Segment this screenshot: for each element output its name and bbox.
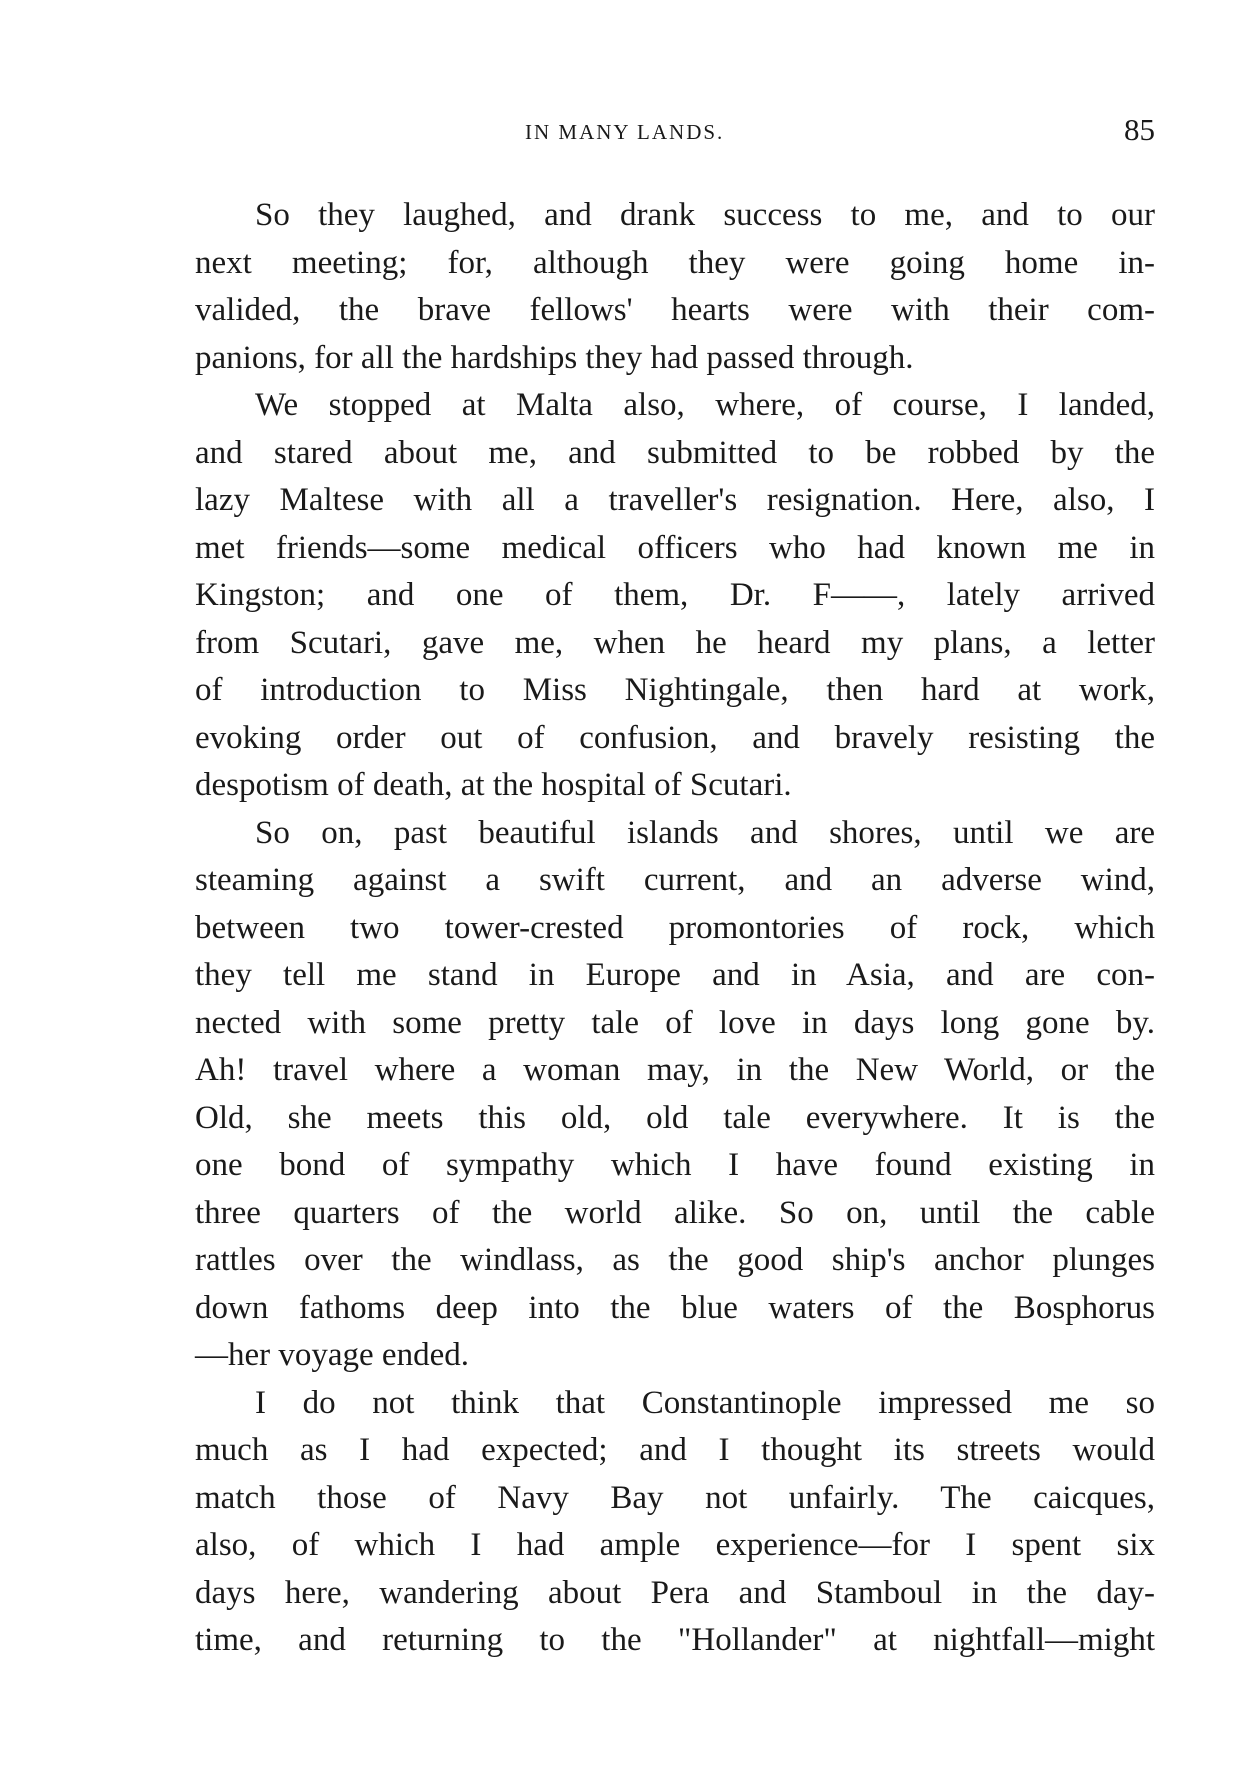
text-line: they tell me stand in Europe and in Asia, and are con- bbox=[195, 957, 1155, 993]
text-line: Old, she meets this old, old tale everywhere. It is the bbox=[195, 1099, 1155, 1136]
text-line: despotism of death, at the hospital of Scutari. bbox=[195, 767, 792, 803]
text-line: So on, past beautiful islands and shores, until we are bbox=[255, 814, 1155, 851]
text-line: and stared about me, and submitted to be robbed by the bbox=[195, 434, 1155, 471]
text-line: I do not think that Constantinople impressed me so bbox=[255, 1384, 1155, 1421]
text-line: —her voyage ended. bbox=[195, 1337, 469, 1373]
paragraph bbox=[195, 382, 1155, 810]
running-title: IN MANY LANDS. bbox=[525, 120, 725, 144]
text-line: Kingston; and one of them, Dr. F——, lately arrived bbox=[195, 577, 1155, 613]
text-line: time, and returning to the "Hollander" at nightfall—might bbox=[195, 1622, 1155, 1658]
body-text bbox=[195, 192, 1155, 1665]
text-line: days here, wandering about Pera and Stamboul in the day- bbox=[195, 1574, 1155, 1611]
text-line: also, of which I had ample experience—for I spent six bbox=[195, 1527, 1155, 1563]
paragraph bbox=[195, 192, 1155, 382]
text-line: three quarters of the world alike. So on, until the cable bbox=[195, 1194, 1155, 1231]
text-line: match those of Navy Bay not unfairly. The caicques, bbox=[195, 1479, 1155, 1516]
page-number: 85 bbox=[1124, 112, 1155, 147]
text-line: nected with some pretty tale of love in days long gone by. bbox=[195, 1004, 1155, 1041]
text-line: next meeting; for, although they were going home in- bbox=[195, 244, 1155, 281]
text-line: down fathoms deep into the blue waters of the Bosphorus bbox=[195, 1289, 1155, 1326]
running-head bbox=[195, 112, 1155, 152]
text-line: rattles over the windlass, as the good ship's anchor plunges bbox=[195, 1242, 1155, 1278]
text-line: We stopped at Malta also, where, of course, I landed, bbox=[255, 387, 1155, 423]
text-line: from Scutari, gave me, when he heard my plans, a letter bbox=[195, 624, 1155, 661]
text-line: much as I had expected; and I thought its streets would bbox=[195, 1432, 1155, 1468]
text-line: So they laughed, and drank success to me, and to our bbox=[255, 197, 1155, 233]
paragraph bbox=[195, 1380, 1155, 1665]
text-line: steaming against a swift current, and an adverse wind, bbox=[195, 862, 1155, 898]
text-line: Ah! travel where a woman may, in the New World, or the bbox=[195, 1052, 1155, 1088]
text-line: met friends—some medical officers who had known me in bbox=[195, 529, 1155, 566]
text-line: one bond of sympathy which I have found existing in bbox=[195, 1147, 1155, 1183]
text-line: of introduction to Miss Nightingale, then hard at work, bbox=[195, 672, 1155, 708]
paragraph bbox=[195, 810, 1155, 1380]
text-line: evoking order out of confusion, and bravely resisting the bbox=[195, 719, 1155, 756]
text-line: lazy Maltese with all a traveller's resignation. Here, also, I bbox=[195, 482, 1155, 518]
text-line: valided, the brave fellows' hearts were with their com- bbox=[195, 292, 1155, 328]
text-line: between two tower-crested promontories of rock, which bbox=[195, 909, 1155, 946]
text-line: panions, for all the hardships they had passed through. bbox=[195, 339, 914, 376]
